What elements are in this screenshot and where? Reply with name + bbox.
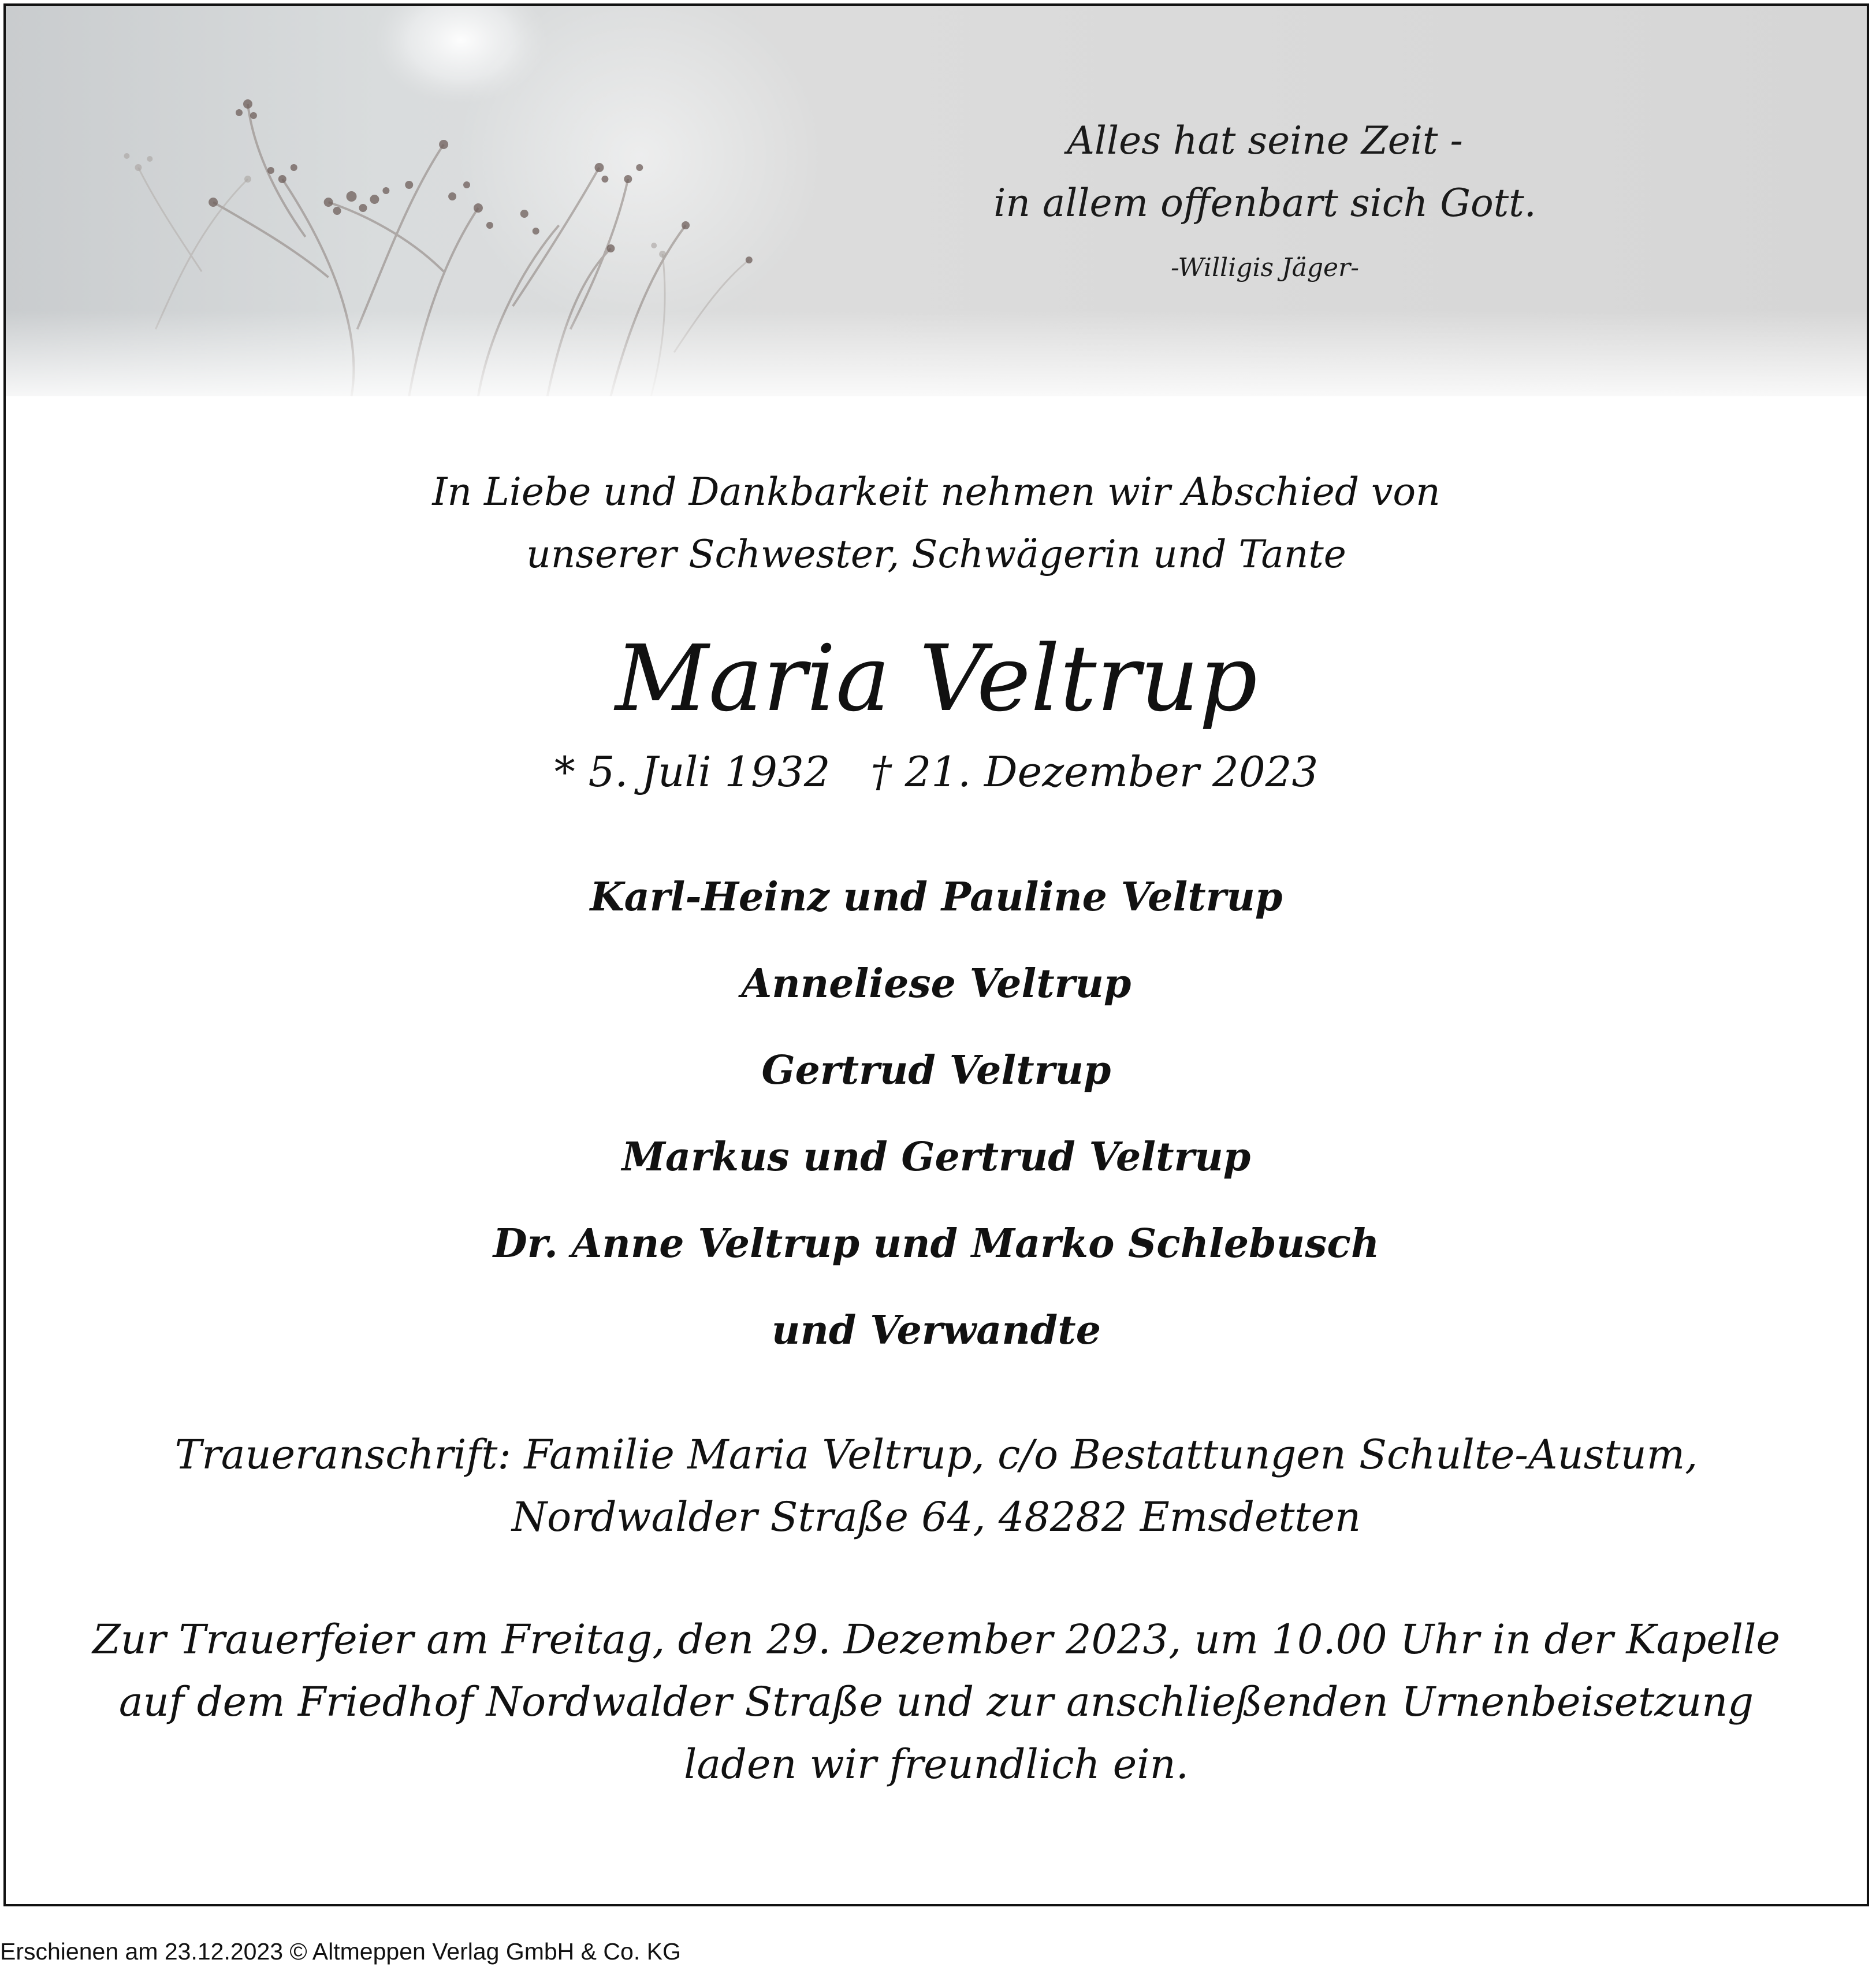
mourner: und Verwandte: [772, 1307, 1101, 1354]
mourner: Markus und Gertrud Veltrup: [621, 1134, 1251, 1180]
mourning-address: [6, 1423, 1867, 1548]
address-line-1: Traueranschrift: Familie Maria Veltrup, c/o Bestattungen Schulte-Austum,: [174, 1431, 1698, 1478]
notice-body: [6, 396, 1867, 1795]
ceremony-info: [6, 1608, 1867, 1795]
mourner: Dr. Anne Veltrup und Marko Schlebusch: [493, 1221, 1380, 1267]
mourners-list: [6, 854, 1867, 1374]
quote-line-1: Alles hat seine Zeit -: [1067, 118, 1463, 163]
publication-footer: Erschienen am 23.12.2023 © Altmeppen Verlag GmbH & Co. KG: [0, 1938, 681, 1965]
life-dates: [6, 743, 1867, 801]
death-date: † 21. Dezember 2023: [870, 748, 1319, 796]
ceremony-line-2: auf dem Friedhof Nordwalder Straße und zur anschließenden Urnenbeisetzung: [118, 1678, 1754, 1726]
quote-author: -Willigis Jäger-: [1171, 253, 1359, 282]
mourner: Karl-Heinz und Pauline Veltrup: [590, 874, 1283, 920]
mourner: Gertrud Veltrup: [761, 1047, 1111, 1094]
ceremony-line-3: laden wir freundlich ein.: [684, 1741, 1189, 1788]
quote-block: [861, 110, 1669, 285]
mourner: Anneliese Veltrup: [741, 961, 1131, 1007]
birth-date: * 5. Juli 1932: [554, 748, 831, 796]
quote-line-2: in allem offenbart sich Gott.: [993, 181, 1536, 225]
obituary-notice: [3, 3, 1869, 1906]
address-line-2: Nordwalder Straße 64, 48282 Emsdetten: [511, 1493, 1361, 1541]
intro-line-1: In Liebe und Dankbarkeit nehmen wir Abschied von: [432, 470, 1440, 514]
intro-line-2: unserer Schwester, Schwägerin und Tante: [526, 532, 1346, 577]
deceased-name: Maria Veltrup: [615, 626, 1258, 732]
intro-text: [6, 461, 1867, 586]
header-banner: [6, 6, 1867, 396]
ceremony-line-1: Zur Trauerfeier am Freitag, den 29. Dezember 2023, um 10.00 Uhr in der Kapelle: [92, 1616, 1780, 1663]
